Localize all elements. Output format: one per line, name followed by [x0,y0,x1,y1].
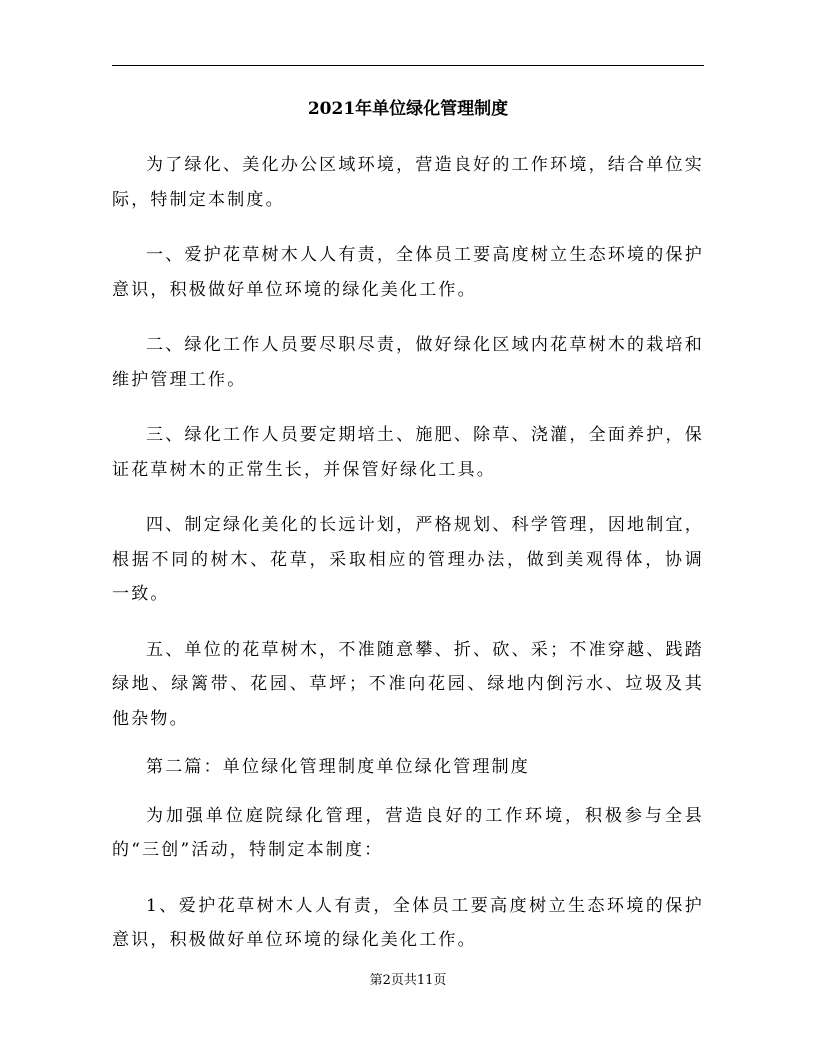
paragraph-rule-3: 三、绿化工作人员要定期培土、施肥、除草、浇灌，全面养护，保证花草树木的正常生长，并保管好绿化工具。 [112,425,704,480]
paragraph-rule-1: 一、爱护花草树木人人有责，全体员工要高度树立生态环境的保护意识，积极做好单位环境的绿化美化工作。 [112,245,704,300]
section-heading-part-two: 第二篇：单位绿化管理制度单位绿化管理制度 [146,757,530,777]
header-rule [112,65,704,66]
paragraph-part-two-intro: 为加强单位庭院绿化管理，营造良好的工作环境，积极参与全县的“三创”活动，特制定本制度： [112,805,704,860]
page-number-footer: 第2页共11页 [369,973,447,988]
paragraph-intro: 为了绿化、美化办公区域环境，营造良好的工作环境，结合单位实际，特制定本制度。 [112,155,704,210]
paragraph-rule-2: 二、绿化工作人员要尽职尽责，做好绿化区域内花草树木的栽培和维护管理工作。 [112,335,704,390]
document-body [112,148,704,979]
paragraph-part-two-rule-1: 1、爱护花草树木人人有责，全体员工要高度树立生态环境的保护意识，积极做好单位环境的绿化美化工作。 [112,895,704,950]
document-title: 2021年单位绿化管理制度 [307,99,509,119]
paragraph-rule-4: 四、制定绿化美化的长远计划，严格规划、科学管理，因地制宜，根据不同的树木、花草，采取相应的管理办法，做到美观得体，协调一致。 [112,515,704,604]
paragraph-rule-5: 五、单位的花草树木，不准随意攀、折、砍、采；不准穿越、践踏绿地、绿篱带、花园、草坪；不准向花园、绿地内倒污水、垃圾及其他杂物。 [112,639,704,729]
